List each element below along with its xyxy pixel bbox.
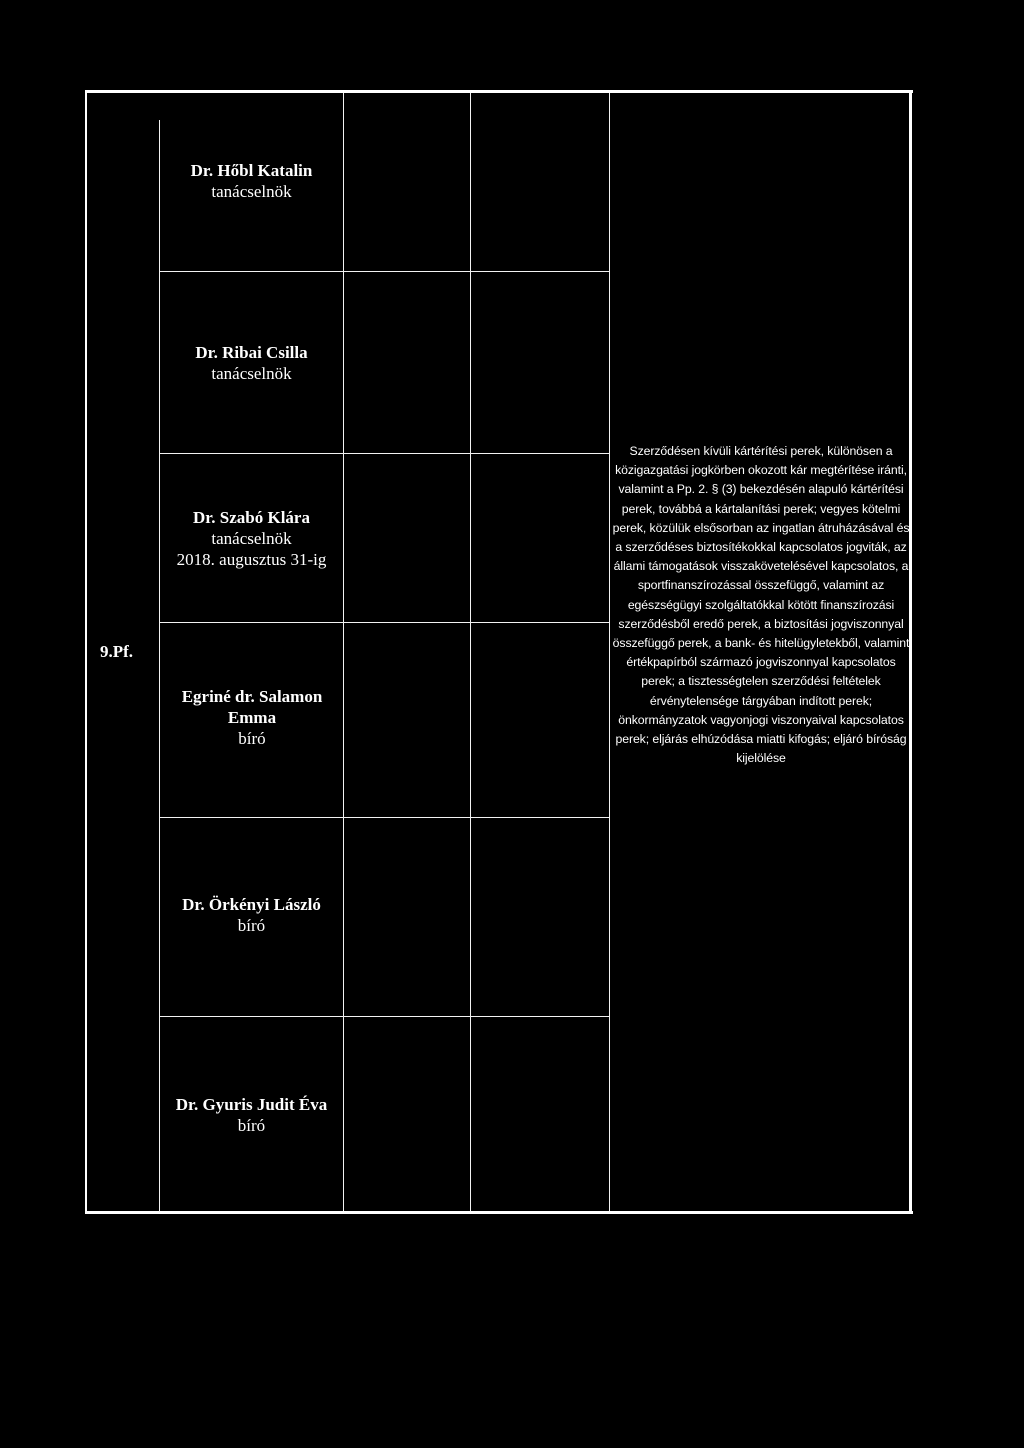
judge-title: bíró bbox=[237, 1116, 266, 1135]
column-divider-4 bbox=[609, 93, 610, 1211]
column-divider-1 bbox=[159, 120, 160, 1212]
judge-name: Dr. Gyuris Judit Éva bbox=[175, 1095, 328, 1114]
judge-title: tanácselnök bbox=[211, 182, 292, 201]
judge-entry bbox=[168, 686, 336, 749]
judge-title: bíró bbox=[237, 916, 266, 935]
row-divider-1 bbox=[160, 271, 610, 272]
table-border-bottom bbox=[85, 1211, 913, 1214]
judge-entry bbox=[160, 160, 343, 202]
judge-note: 2018. augusztus 31-ig bbox=[176, 550, 327, 569]
judge-title: bíró bbox=[238, 729, 266, 748]
judge-title: tanácselnök bbox=[211, 364, 292, 383]
judge-name: Dr. Örkényi László bbox=[182, 895, 321, 914]
table-border-left bbox=[85, 90, 87, 1214]
judge-entry bbox=[160, 507, 343, 570]
judge-name: Egriné dr. Salamon Emma bbox=[181, 687, 323, 727]
case-type-description: Szerződésen kívüli kártérítési perek, különösen a közigazgatási jogkörben okozott kár megtérítése iránti, valamint a Pp. 2. § (3) bekezdésén alapuló kártérítési perek, továbbá a kártalanítási perek; vegyes kötelmi perek, közülük elsősorban az ingatlan átruházásával és a szerződéses biztosítékokkal kapcsolatos jogviták, az állami támogatások visszakövetelésével kapcsolatos, a sportfinanszírozással összefüggő, valamint az egészségügyi szolgáltatókkal kötött finanszírozási szerződésből eredő perek, a biztosítási jogviszonnyal összefüggő perek, a bank- és hitelügyletekből, valamint értékpapírból származó jogviszonnyal kapcsolatos perek; a tisztességtelen szerződési feltételek érvénytelensége tárgyában indított perek; önkormányzatok vagyonjogi viszonyaival kapcsolatos perek; eljárás elhúzódása miatti kifogás; eljáró bíróság kijelölése bbox=[612, 444, 910, 766]
judge-title: tanácselnök bbox=[211, 529, 292, 548]
judge-entry bbox=[160, 342, 343, 384]
judge-entry bbox=[160, 894, 343, 936]
row-divider-4 bbox=[160, 817, 610, 818]
column-divider-2 bbox=[343, 93, 344, 1211]
row-divider-3 bbox=[160, 622, 610, 623]
row-divider-2 bbox=[160, 453, 610, 454]
judge-name: Dr. Szabó Klára bbox=[193, 508, 310, 527]
table-border-top bbox=[85, 90, 913, 93]
row-divider-5 bbox=[160, 1016, 610, 1017]
judge-name: Dr. Hőbl Katalin bbox=[190, 161, 313, 180]
judge-name: Dr. Ribai Csilla bbox=[195, 343, 308, 362]
section-id: 9.Pf. bbox=[100, 642, 134, 661]
column-divider-3 bbox=[470, 93, 471, 1211]
judge-entry bbox=[160, 1094, 343, 1136]
